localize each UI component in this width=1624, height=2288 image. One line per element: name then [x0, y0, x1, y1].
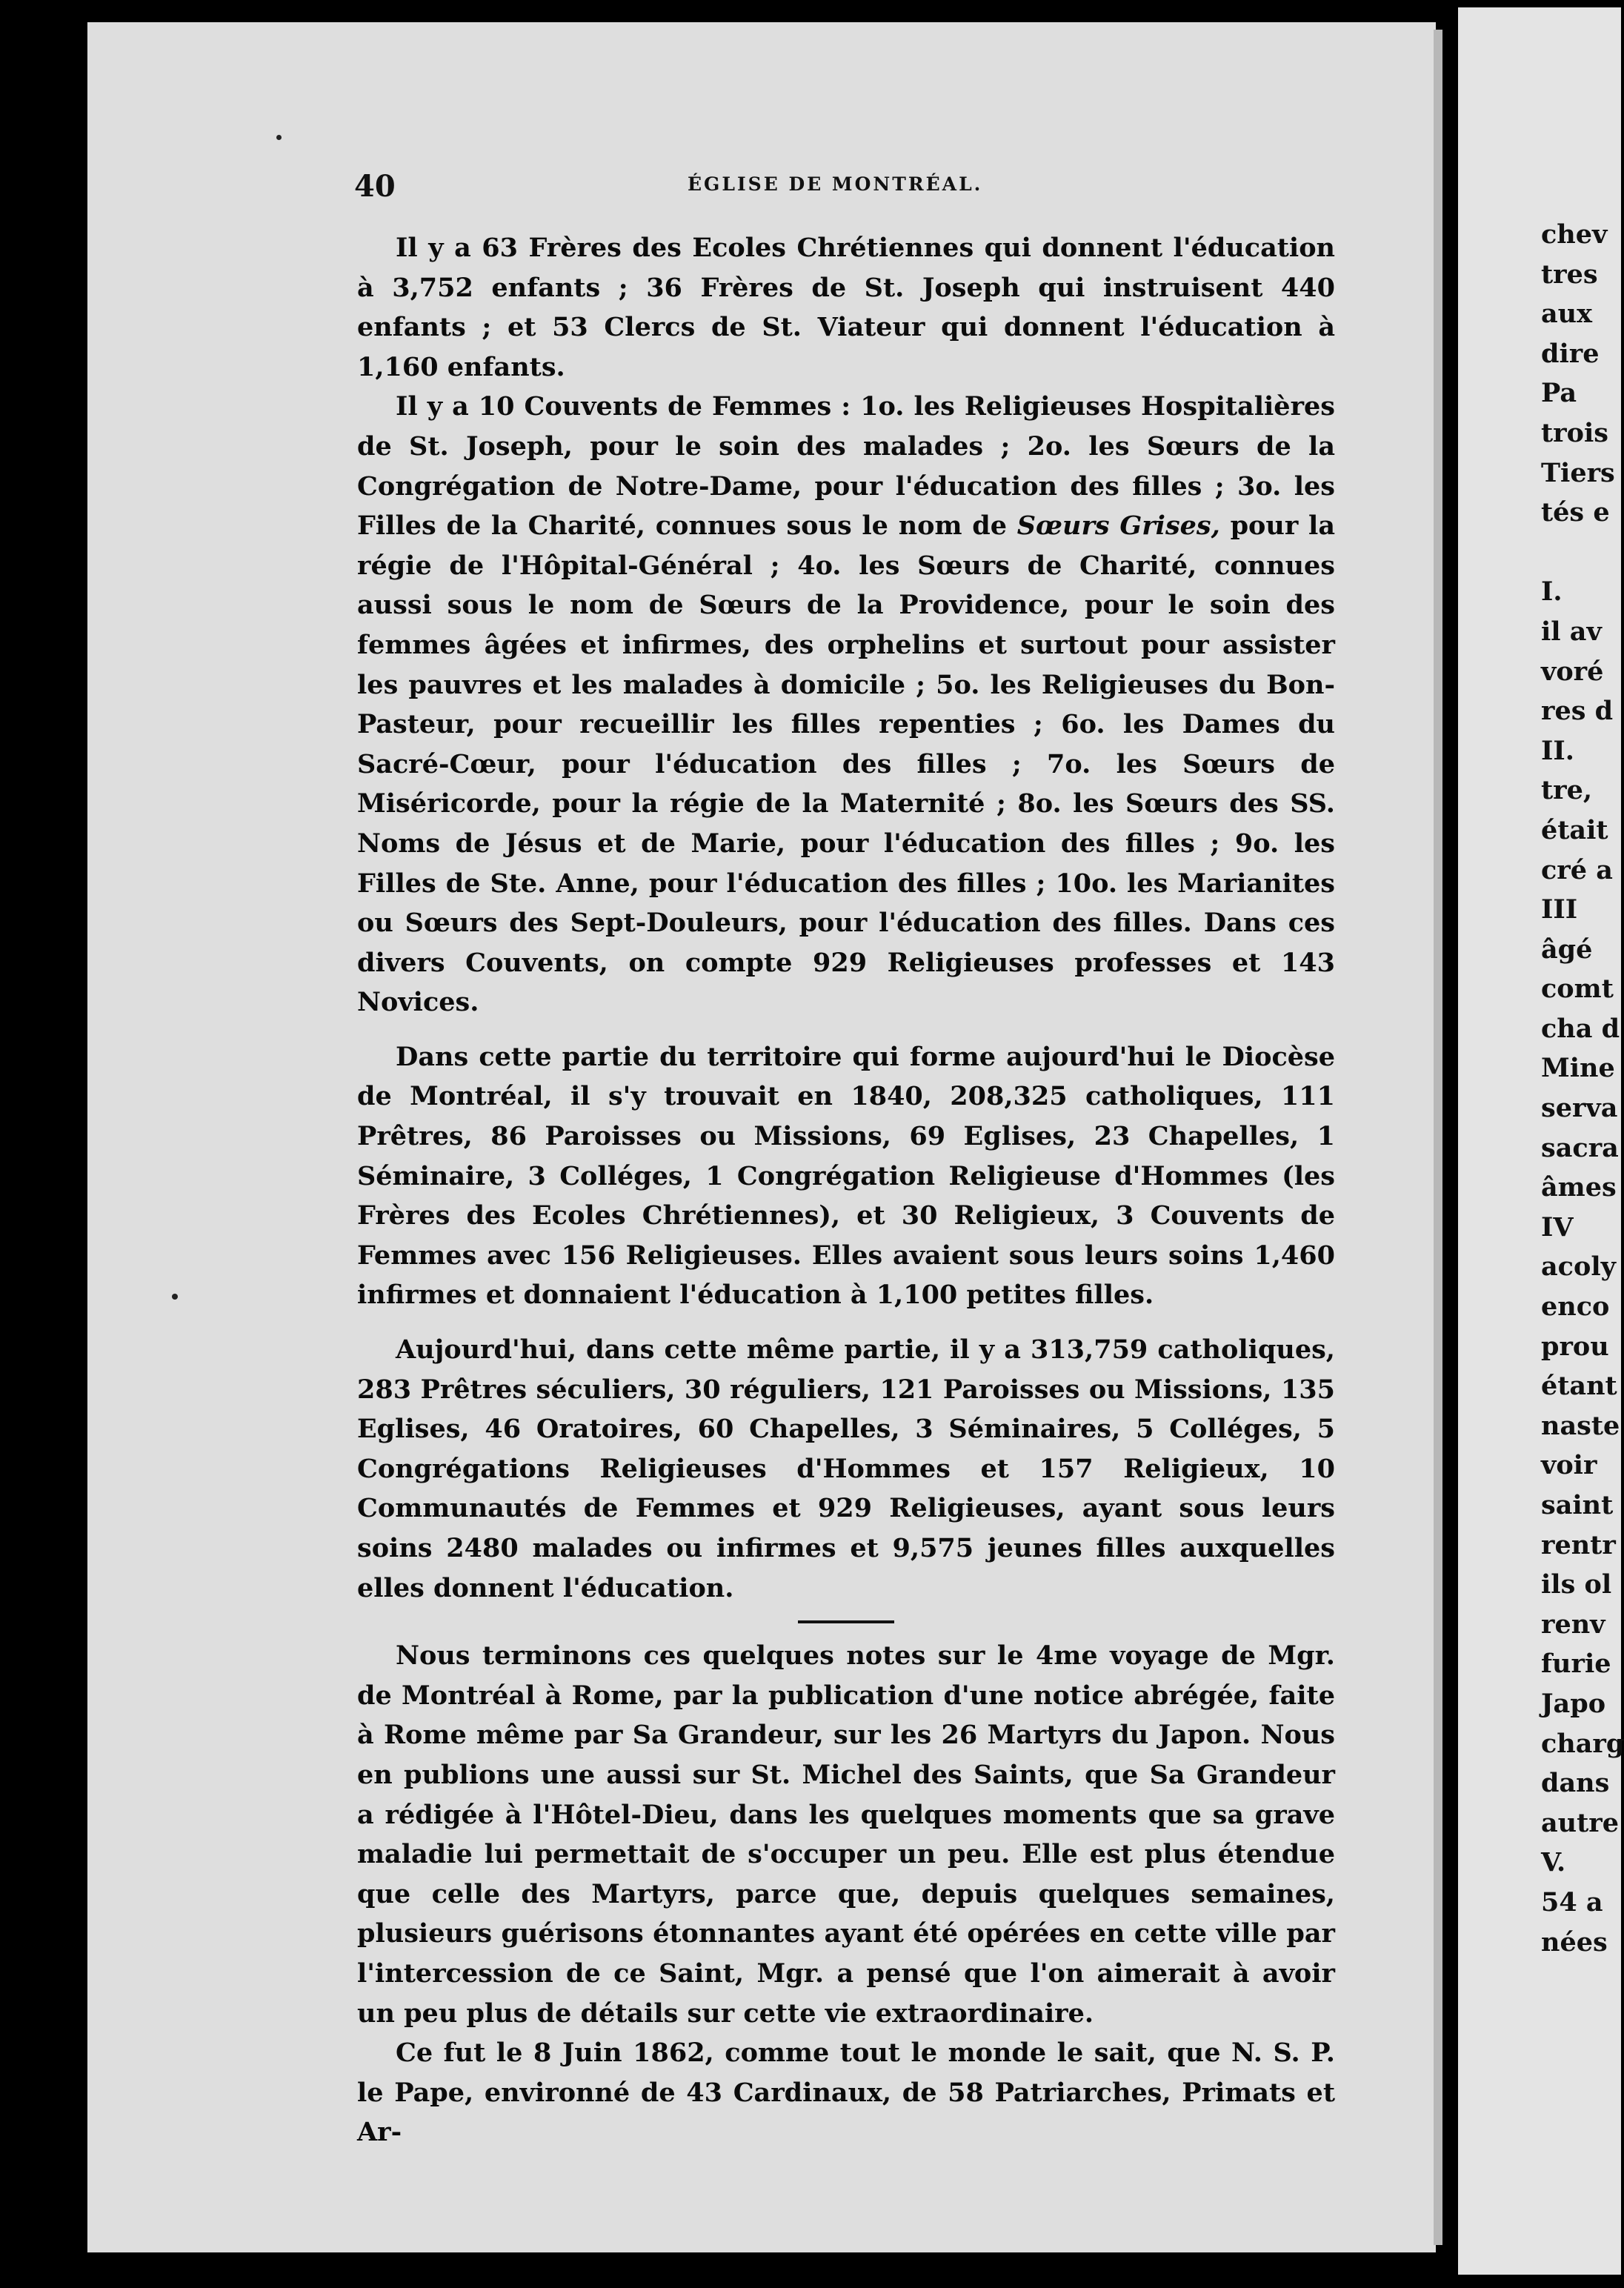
right-page-line: prou [1541, 1331, 1609, 1362]
right-page-line: dire [1541, 338, 1600, 369]
right-page-line: ils ol [1541, 1569, 1612, 1600]
right-page-line: naste [1541, 1410, 1620, 1441]
right-page-line: étant [1541, 1371, 1617, 1402]
right-page-line: Japo [1541, 1688, 1606, 1719]
right-page-line: Tiers [1541, 457, 1615, 488]
right-page-line: 54 a [1541, 1886, 1603, 1918]
right-page-line: II. [1541, 735, 1574, 766]
right-page-line: IV [1541, 1211, 1574, 1243]
right-page-line: sacra [1541, 1132, 1619, 1163]
right-page-line: Pa [1541, 378, 1577, 409]
right-page-line: res d [1541, 696, 1614, 727]
right-page-line: V. [1541, 1847, 1566, 1878]
right-page-line: il av [1541, 616, 1602, 647]
right-page-line: chev [1541, 219, 1608, 250]
right-page-line: Mine [1541, 1053, 1615, 1084]
running-head: ÉGLISE DE MONTRÉAL. [688, 173, 983, 195]
right-page-text [1541, 215, 1624, 1962]
right-page-line: était [1541, 814, 1608, 845]
speck [276, 135, 282, 140]
paragraph: Dans cette partie du territoire qui forme aujourd'hui le Diocèse de Montréal, il s'y trouvait en 1840, 208,325 catholiques, 111 Prêtres, 86 Paroisses ou Missions, 69 Eglises, 23 Chapelles, 1 Séminaire, 3 Colléges, 1 Congrégation Religieuse d'Hommes (les Frères des Ecoles Chrétiennes), et 30 Religieux, 3 Couvents de Femmes avec 156 Religieuses. Elles avaient sous leurs soins 1,460 infirmes et donnaient l'éducation à 1,100 petites filles. [357, 1041, 1335, 1311]
paragraph [357, 387, 1335, 1022]
right-page-line: saint [1541, 1490, 1614, 1520]
right-page-line: âmes [1541, 1172, 1617, 1203]
paragraph: Il y a 63 Frères des Ecoles Chrétiennes qui donnent l'éducation à 3,752 enfants ; 36 Frères de St. Joseph qui instruisent 440 enfants ; et 53 Clercs de St. Viateur qui donnent l'éducation à 1,160 enfants. [357, 233, 1335, 382]
right-page-line: cha d [1541, 1013, 1620, 1044]
body-text [357, 228, 1335, 2152]
right-page-line: acoly [1541, 1251, 1616, 1283]
right-page-line: rentr [1541, 1529, 1616, 1560]
right-page-line: cré a [1541, 854, 1613, 885]
right-page-line: voré [1541, 656, 1604, 687]
right-page-line: I. [1541, 576, 1563, 608]
right-page-line: âgé [1541, 934, 1593, 965]
paragraph: Nous terminons ces quelques notes sur le 4me voyage de Mgr. de Montréal à Rome, par la publication d'une notice abrégée, faite à Rome même par Sa Grandeur, sur les 26 Martyrs du Japon. Nous en publions une aussi sur St. Michel des Saints, que Sa Grandeur a rédigée à l'Hôtel-Dieu, dans les quelques moments que sa grave maladie lui permettait de s'occuper un peu. Elle est plus étendue que celle des Martyrs, parce que, depuis quelques semaines, plusieurs guérisons étonnantes ayant été opérées en cette ville par l'intercession de ce Saint, Mgr. a pensé que l'on aimerait à avoir un peu plus de détails sur cette vie extraordinaire. [357, 1640, 1335, 2029]
right-page-line: furie [1541, 1649, 1611, 1680]
right-page-line: tés e [1541, 497, 1610, 528]
right-page-line: dans [1541, 1768, 1610, 1799]
paragraph-text: pour la régie de l'Hôpital-Général ; 4o. les Sœurs de Charité, connues aussi sous le nom de Sœurs de la Providence, pour le soin des femmes âgées et infirmes, des orphelins et surtout pour assister les pauvres et les malades à domicile ; 5o. les Religieuses du Bon-Pasteur, pour recueillir les filles repenties ; 6o. les Dames du Sacré-Cœur, pour l'éducation des filles ; 7o. les Sœurs de Miséricorde, pour la régie de la Maternité ; 8o. les Sœurs des SS. Noms de Jésus et de Marie, pour l'éducation des filles ; 9o. les Filles de Ste. Anne, pour l'éducation des filles ; 10o. les Marianites ou Sœurs des Sept-Douleurs, pour l'éducation des filles. Dans ces divers Couvents, on compte 929 Religieuses professes et 143 Novices. [357, 511, 1335, 1018]
right-page-line [1541, 533, 1608, 573]
page-number: 40 [354, 169, 396, 204]
right-page-line: renv [1541, 1609, 1605, 1640]
right-page-line: III [1541, 894, 1578, 925]
right-page-line: aux [1541, 299, 1592, 330]
paragraph-text: Il y a 10 Couvents de Femmes : 1o. les Religieuses Hospitalières de St. Joseph, pour le soin des malades ; 2o. les Sœurs de la Congrégation de Notre-Dame, pour l'éducation des filles ; 3o. les Filles de la Charité, connues sous le nom de [357, 391, 1335, 542]
right-page-line: tre, [1541, 775, 1593, 806]
italic-term: Sœurs Grises, [1016, 511, 1220, 542]
page-gutter [1434, 30, 1442, 2245]
speck [172, 1294, 178, 1300]
right-page-line: charg [1541, 1728, 1624, 1759]
right-page-line: trois [1541, 417, 1608, 448]
right-page-line: serva [1541, 1093, 1618, 1124]
right-page-line: comt [1541, 974, 1614, 1005]
right-page-line: enco [1541, 1291, 1610, 1323]
right-page-line: tres [1541, 259, 1598, 290]
right-page-line: nées [1541, 1926, 1608, 1958]
paragraph: Aujourd'hui, dans cette même partie, il y a 313,759 catholiques, 283 Prêtres séculiers, 30 réguliers, 121 Paroisses ou Missions, 135 Eglises, 46 Oratoires, 60 Chapelles, 3 Séminaires, 5 Colléges, 5 Congrégations Religieuses d'Hommes et 157 Religieux, 10 Communautés de Femmes et 929 Religieuses, ayant sous leurs soins 2480 malades ou infirmes et 9,575 jeunes filles auxquelles elles donnent l'éducation. [357, 1334, 1335, 1603]
right-page-line: voir [1541, 1450, 1597, 1481]
page-header [354, 169, 1362, 206]
paragraph: Ce fut le 8 Juin 1862, comme tout le monde le sait, que N. S. P. le Pape, environné de 43 Cardinaux, de 58 Patriarches, Primats et Ar- [357, 2038, 1335, 2148]
right-page-line: autre [1541, 1807, 1619, 1838]
section-divider [798, 1620, 894, 1623]
